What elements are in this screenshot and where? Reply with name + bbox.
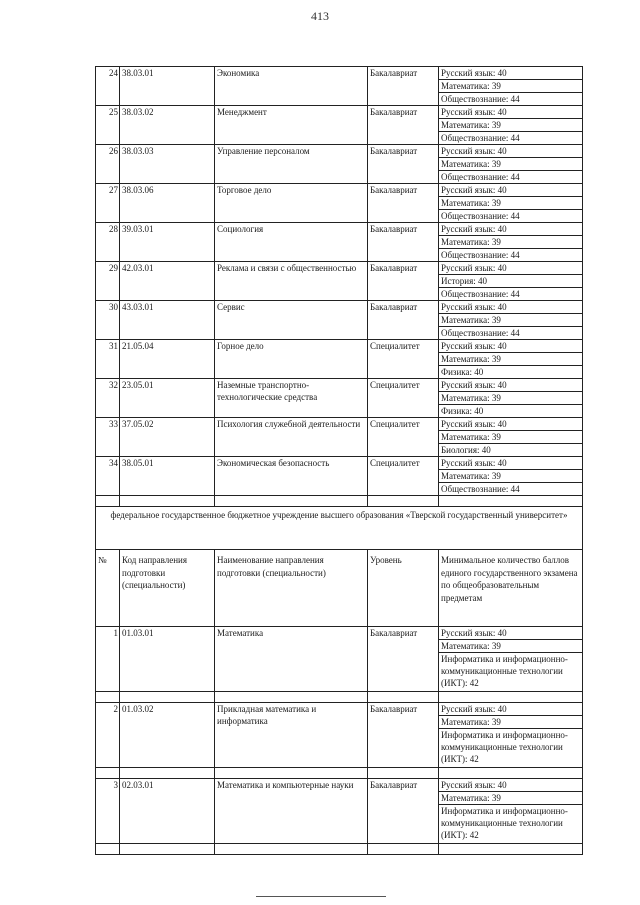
header-level: Уровень bbox=[368, 550, 439, 627]
direction-name: Сервис bbox=[215, 301, 368, 340]
empty-row bbox=[96, 496, 583, 507]
table-header bbox=[96, 550, 583, 627]
spacer-row bbox=[96, 844, 583, 855]
table-row bbox=[96, 106, 583, 119]
subject-min-score: Обществознание: 44 bbox=[439, 327, 583, 340]
direction-name: Горное дело bbox=[215, 340, 368, 379]
table-row bbox=[96, 145, 583, 158]
education-level: Бакалавриат bbox=[368, 106, 439, 145]
empty-cell bbox=[215, 692, 368, 703]
subject-min-score: Информатика и информационно-коммуникационные технологии (ИКТ): 42 bbox=[439, 805, 583, 844]
empty-cell bbox=[439, 692, 583, 703]
direction-name: Управление персоналом bbox=[215, 145, 368, 184]
row-number: 31 bbox=[96, 340, 120, 379]
education-level: Бакалавриат bbox=[368, 301, 439, 340]
header-code: Код направления подготовки (специальности) bbox=[120, 550, 215, 627]
subject-min-score: Обществознание: 44 bbox=[439, 483, 583, 496]
table-row bbox=[96, 703, 583, 716]
direction-name: Торговое дело bbox=[215, 184, 368, 223]
direction-code: 38.03.03 bbox=[120, 145, 215, 184]
row-number: 2 bbox=[96, 703, 120, 768]
subject-min-score: Русский язык: 40 bbox=[439, 340, 583, 353]
empty-cell bbox=[120, 496, 215, 507]
subject-min-score: Обществознание: 44 bbox=[439, 249, 583, 262]
direction-code: 38.03.02 bbox=[120, 106, 215, 145]
direction-code: 42.03.01 bbox=[120, 262, 215, 301]
subject-min-score: Русский язык: 40 bbox=[439, 457, 583, 470]
empty-cell bbox=[439, 496, 583, 507]
direction-code: 01.03.02 bbox=[120, 703, 215, 768]
header-name: Наименование направления подготовки (специальности) bbox=[215, 550, 368, 627]
direction-name: Менеджмент bbox=[215, 106, 368, 145]
header-number: № bbox=[96, 550, 120, 627]
empty-cell bbox=[439, 768, 583, 779]
direction-code: 01.03.01 bbox=[120, 627, 215, 692]
direction-name: Экономическая безопасность bbox=[215, 457, 368, 496]
education-level: Бакалавриат bbox=[368, 779, 439, 844]
empty-cell bbox=[96, 768, 120, 779]
subject-min-score: История: 40 bbox=[439, 275, 583, 288]
row-number: 34 bbox=[96, 457, 120, 496]
subject-min-score: Математика: 39 bbox=[439, 119, 583, 132]
empty-cell bbox=[96, 844, 120, 855]
table-row bbox=[96, 262, 583, 275]
direction-name: Социология bbox=[215, 223, 368, 262]
subject-min-score: Русский язык: 40 bbox=[439, 627, 583, 640]
subject-min-score: Русский язык: 40 bbox=[439, 301, 583, 314]
organization-row bbox=[96, 507, 583, 550]
empty-cell bbox=[120, 692, 215, 703]
empty-cell bbox=[439, 844, 583, 855]
empty-cell bbox=[96, 692, 120, 703]
row-number: 24 bbox=[96, 67, 120, 106]
education-level: Бакалавриат bbox=[368, 703, 439, 768]
direction-name: Психология служебной деятельности bbox=[215, 418, 368, 457]
subject-min-score: Математика: 39 bbox=[439, 392, 583, 405]
subject-min-score: Математика: 39 bbox=[439, 314, 583, 327]
table-row bbox=[96, 627, 583, 640]
spacer-row bbox=[96, 768, 583, 779]
education-level: Бакалавриат bbox=[368, 184, 439, 223]
empty-cell bbox=[368, 768, 439, 779]
empty-cell bbox=[120, 768, 215, 779]
empty-cell bbox=[368, 692, 439, 703]
organization-name: федеральное государственное бюджетное учреждение высшего образования «Тверской государственный университет» bbox=[96, 507, 583, 550]
subject-min-score: Математика: 39 bbox=[439, 197, 583, 210]
row-number: 32 bbox=[96, 379, 120, 418]
subject-min-score: Физика: 40 bbox=[439, 366, 583, 379]
subject-min-score: Русский язык: 40 bbox=[439, 184, 583, 197]
direction-name: Реклама и связи с общественностью bbox=[215, 262, 368, 301]
subject-min-score: Математика: 39 bbox=[439, 640, 583, 653]
subject-min-score: Математика: 39 bbox=[439, 236, 583, 249]
direction-name: Прикладная математика и информатика bbox=[215, 703, 368, 768]
empty-cell bbox=[215, 844, 368, 855]
row-number: 26 bbox=[96, 145, 120, 184]
subject-min-score: Математика: 39 bbox=[439, 431, 583, 444]
subject-min-score: Обществознание: 44 bbox=[439, 132, 583, 145]
row-number: 33 bbox=[96, 418, 120, 457]
subject-min-score: Русский язык: 40 bbox=[439, 379, 583, 392]
direction-code: 21.05.04 bbox=[120, 340, 215, 379]
empty-cell bbox=[368, 496, 439, 507]
subject-min-score: Математика: 39 bbox=[439, 792, 583, 805]
subject-min-score: Русский язык: 40 bbox=[439, 703, 583, 716]
table-row bbox=[96, 457, 583, 470]
subject-min-score: Русский язык: 40 bbox=[439, 223, 583, 236]
table-row bbox=[96, 779, 583, 792]
admission-table bbox=[95, 66, 583, 855]
subject-min-score: Русский язык: 40 bbox=[439, 106, 583, 119]
education-level: Специалитет bbox=[368, 457, 439, 496]
direction-code: 38.05.01 bbox=[120, 457, 215, 496]
direction-code: 37.05.02 bbox=[120, 418, 215, 457]
subject-min-score: Информатика и информационно-коммуникационные технологии (ИКТ): 42 bbox=[439, 729, 583, 768]
empty-cell bbox=[215, 496, 368, 507]
empty-cell bbox=[368, 844, 439, 855]
subject-min-score: Обществознание: 44 bbox=[439, 210, 583, 223]
table-row bbox=[96, 379, 583, 392]
table-row bbox=[96, 223, 583, 236]
footer-line bbox=[256, 896, 386, 897]
direction-code: 39.03.01 bbox=[120, 223, 215, 262]
direction-code: 38.03.01 bbox=[120, 67, 215, 106]
table-row bbox=[96, 340, 583, 353]
table-row bbox=[96, 301, 583, 314]
empty-cell bbox=[96, 496, 120, 507]
direction-name: Математика bbox=[215, 627, 368, 692]
direction-name: Экономика bbox=[215, 67, 368, 106]
table-row bbox=[96, 184, 583, 197]
direction-code: 43.03.01 bbox=[120, 301, 215, 340]
education-level: Специалитет bbox=[368, 418, 439, 457]
subject-min-score: Математика: 39 bbox=[439, 470, 583, 483]
education-level: Специалитет bbox=[368, 340, 439, 379]
empty-cell bbox=[120, 844, 215, 855]
row-number: 25 bbox=[96, 106, 120, 145]
row-number: 28 bbox=[96, 223, 120, 262]
subject-min-score: Математика: 39 bbox=[439, 716, 583, 729]
table-row bbox=[96, 418, 583, 431]
row-number: 3 bbox=[96, 779, 120, 844]
subject-min-score: Русский язык: 40 bbox=[439, 418, 583, 431]
subject-min-score: Математика: 39 bbox=[439, 80, 583, 93]
subject-min-score: Информатика и информационно-коммуникационные технологии (ИКТ): 42 bbox=[439, 653, 583, 692]
subject-min-score: Русский язык: 40 bbox=[439, 779, 583, 792]
education-level: Бакалавриат bbox=[368, 223, 439, 262]
education-level: Бакалавриат bbox=[368, 627, 439, 692]
education-level: Бакалавриат bbox=[368, 262, 439, 301]
page-number: 413 bbox=[311, 9, 329, 23]
subject-min-score: Биология: 40 bbox=[439, 444, 583, 457]
header-min-score: Минимальное количество баллов единого государственного экзамена по общеобразовательным предметам bbox=[439, 550, 583, 627]
row-number: 30 bbox=[96, 301, 120, 340]
subject-min-score: Математика: 39 bbox=[439, 353, 583, 366]
direction-code: 38.03.06 bbox=[120, 184, 215, 223]
row-number: 29 bbox=[96, 262, 120, 301]
education-level: Бакалавриат bbox=[368, 67, 439, 106]
subject-min-score: Физика: 40 bbox=[439, 405, 583, 418]
education-level: Специалитет bbox=[368, 379, 439, 418]
direction-name: Наземные транспортно-технологические средства bbox=[215, 379, 368, 418]
subject-min-score: Математика: 39 bbox=[439, 158, 583, 171]
education-level: Бакалавриат bbox=[368, 145, 439, 184]
spacer-row bbox=[96, 692, 583, 703]
direction-code: 02.03.01 bbox=[120, 779, 215, 844]
subject-min-score: Русский язык: 40 bbox=[439, 262, 583, 275]
subject-min-score: Русский язык: 40 bbox=[439, 145, 583, 158]
subject-min-score: Обществознание: 44 bbox=[439, 93, 583, 106]
row-number: 1 bbox=[96, 627, 120, 692]
subject-min-score: Русский язык: 40 bbox=[439, 67, 583, 80]
subject-min-score: Обществознание: 44 bbox=[439, 171, 583, 184]
empty-cell bbox=[215, 768, 368, 779]
direction-name: Математика и компьютерные науки bbox=[215, 779, 368, 844]
row-number: 27 bbox=[96, 184, 120, 223]
table-row bbox=[96, 67, 583, 80]
direction-code: 23.05.01 bbox=[120, 379, 215, 418]
subject-min-score: Обществознание: 44 bbox=[439, 288, 583, 301]
